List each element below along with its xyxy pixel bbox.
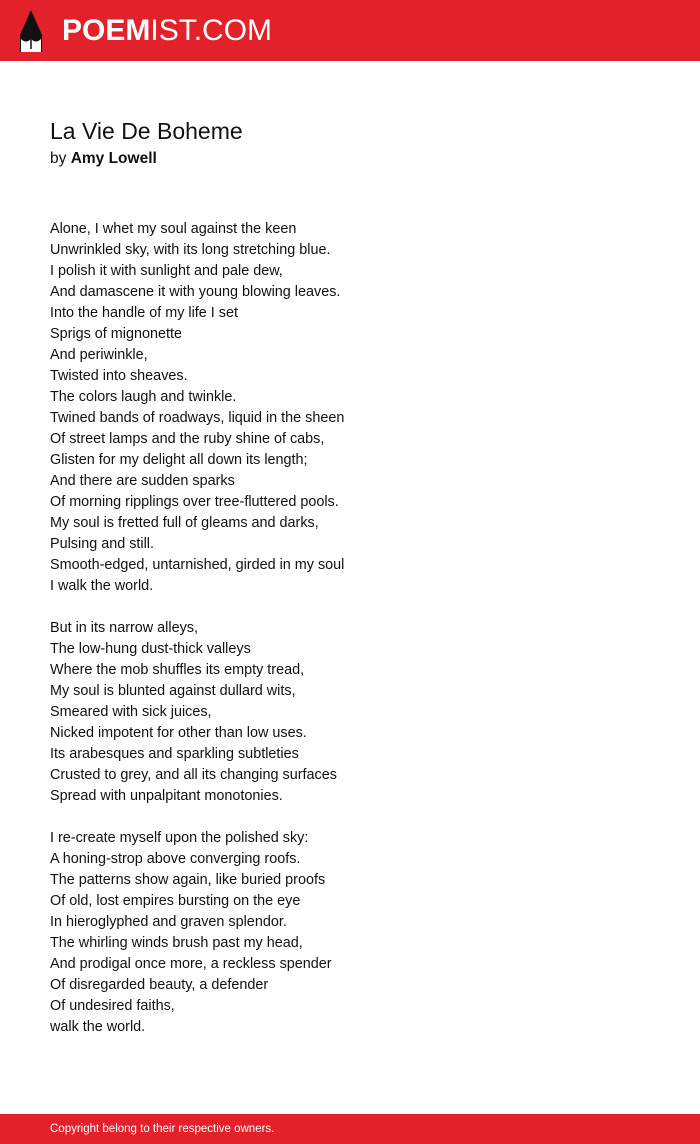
poem-line: But in its narrow alleys, xyxy=(50,620,198,636)
poem-line: Of undesired faiths, xyxy=(50,998,175,1014)
stanza-break xyxy=(50,807,650,828)
brand-light: IST.COM xyxy=(150,14,273,47)
poem-line: My soul is blunted against dullard wits, xyxy=(50,683,296,699)
poem-line: Twined bands of roadways, liquid in the sheen xyxy=(50,410,345,426)
poem-line: My soul is fretted full of gleams and darks, xyxy=(50,515,319,531)
poem-line: Sprigs of mignonette xyxy=(50,326,182,342)
poem-line: The patterns show again, like buried proofs xyxy=(50,872,326,888)
poem-line: The colors laugh and twinkle. xyxy=(50,389,237,405)
site-header xyxy=(0,0,700,61)
poem-line: Where the mob shuffles its empty tread, xyxy=(50,662,305,678)
poem-line: In hieroglyphed and graven splendor. xyxy=(50,914,287,930)
poem-line: I re-create myself upon the polished sky: xyxy=(50,830,309,846)
poem-line: Smeared with sick juices, xyxy=(50,704,212,720)
pen-nib-icon[interactable] xyxy=(17,9,45,53)
poem-line: walk the world. xyxy=(50,1019,146,1035)
poem-line: A honing-strop above converging roofs. xyxy=(50,851,301,867)
poem-line: Twisted into sheaves. xyxy=(50,368,188,384)
poem-line: Alone, I whet my soul against the keen xyxy=(50,221,297,237)
poem-line: Into the handle of my life I set xyxy=(50,305,238,321)
poem-body xyxy=(50,219,650,1038)
poem-line: And prodigal once more, a reckless spender xyxy=(50,956,332,972)
copyright-text: Copyright belong to their respective owners. xyxy=(50,1123,275,1135)
stanza-break xyxy=(50,597,650,618)
poem-line: Smooth-edged, untarnished, girded in my soul xyxy=(50,557,345,573)
poem-line: And periwinkle, xyxy=(50,347,148,363)
site-logo-text[interactable] xyxy=(62,14,272,48)
poem-line: I walk the world. xyxy=(50,578,154,594)
brand-bold: POEM xyxy=(62,14,151,47)
poem-line: And there are sudden sparks xyxy=(50,473,235,489)
poem-line: Crusted to grey, and all its changing surfaces xyxy=(50,767,337,783)
poem-line: Pulsing and still. xyxy=(50,536,154,552)
poem-line: The low-hung dust-thick valleys xyxy=(50,641,251,657)
poem-line: Of street lamps and the ruby shine of cabs, xyxy=(50,431,325,447)
poem-line: Spread with unpalpitant monotonies. xyxy=(50,788,283,804)
poem-title: La Vie De Boheme xyxy=(50,118,243,144)
author-name[interactable]: Amy Lowell xyxy=(70,150,157,167)
poem-line: Glisten for my delight all down its length; xyxy=(50,452,308,468)
poem-line: Nicked impotent for other than low uses. xyxy=(50,725,307,741)
poem-line: And damascene it with young blowing leaves. xyxy=(50,284,341,300)
by-prefix: by xyxy=(50,150,67,167)
poem-line: Its arabesques and sparkling subtleties xyxy=(50,746,299,762)
poem-line: Unwrinkled sky, with its long stretching blue. xyxy=(50,242,331,258)
poem-line: Of morning ripplings over tree-fluttered pools. xyxy=(50,494,339,510)
poem-line: I polish it with sunlight and pale dew, xyxy=(50,263,283,279)
poem-byline xyxy=(50,148,157,169)
poem-line: Of disregarded beauty, a defender xyxy=(50,977,269,993)
site-footer xyxy=(0,1114,700,1144)
poem-line: Of old, lost empires bursting on the eye xyxy=(50,893,301,909)
poem-line: The whirling winds brush past my head, xyxy=(50,935,303,951)
